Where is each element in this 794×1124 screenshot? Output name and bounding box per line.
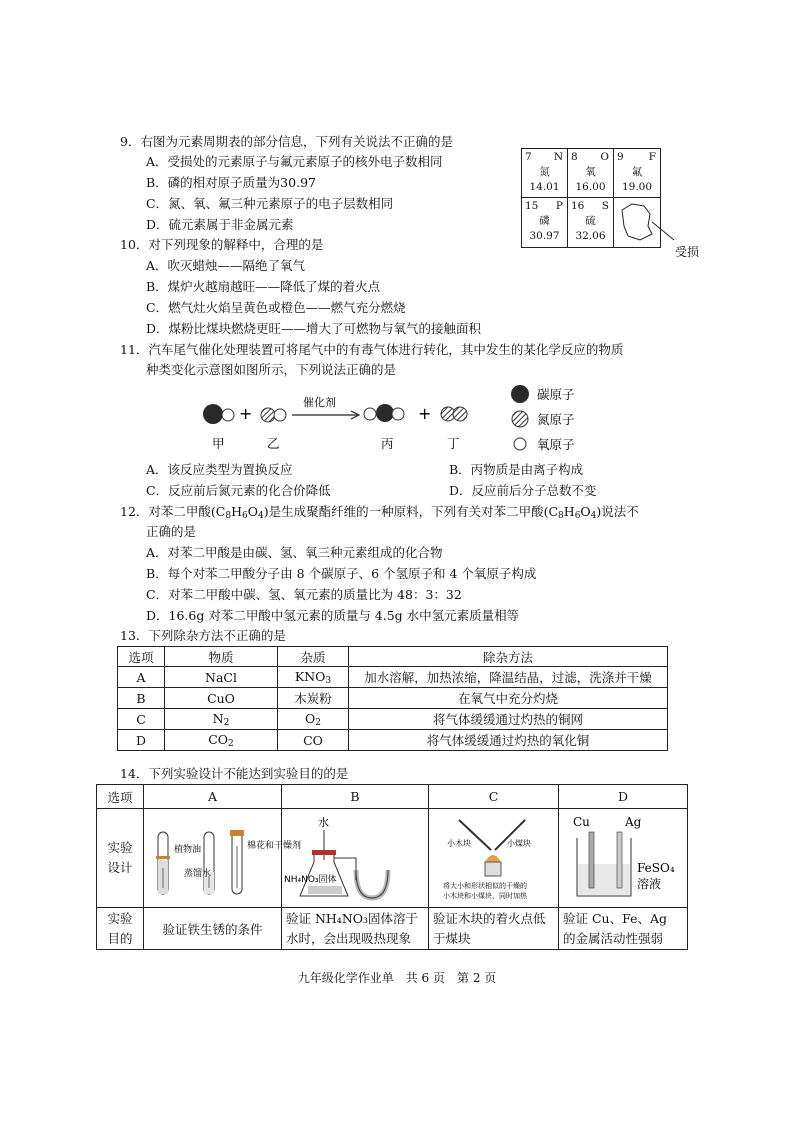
cell-substance: CuO: [165, 688, 278, 709]
cell-impurity: $KNO_3$: [278, 667, 349, 688]
label-ding: 丁: [447, 436, 460, 451]
svg-text:NH₄NO₃固体: NH₄NO₃固体: [284, 874, 337, 885]
q10-stem: 10．对下列现象的解释中，合理的是: [120, 237, 324, 252]
legend-oxygen-icon: [514, 438, 526, 450]
q11-option-b: B．丙物质是由离子构成: [449, 462, 584, 477]
molecule-jia: [203, 404, 234, 424]
cell-impurity: CO: [278, 730, 349, 751]
cell-method: 加水溶解，加热浓缩，降温结晶，过滤，洗涤并干燥: [349, 667, 668, 688]
catalyst-label: 催化剂: [303, 396, 336, 409]
test-tubes-a-diagram: [144, 810, 302, 907]
q9-option-b: B．磷的相对原子质量为30.97: [146, 175, 316, 190]
q13-header-option: 选项: [118, 647, 165, 667]
cell-method: 将气体缓缓通过灼热的氧化铜: [349, 730, 668, 751]
q13-header-impurity: 杂质: [278, 647, 349, 667]
molecule-ding: [441, 407, 467, 421]
page-footer: 九年级化学作业单 共 6 页 第 2 页: [297, 971, 497, 985]
q11-option-a: A．该反应类型为置换反应: [146, 462, 293, 477]
svg-text:小煤块: 小煤块: [507, 838, 531, 848]
q14-design-label: 实验设计: [97, 809, 144, 908]
heating-c-diagram: [429, 810, 558, 907]
beaker-d-diagram: [559, 810, 685, 907]
q13-header-method: 除杂方法: [349, 647, 668, 667]
svg-text:溶液: 溶液: [637, 876, 662, 891]
legend-carbon-icon: [511, 385, 529, 403]
svg-text:水: 水: [318, 815, 329, 829]
q12-stem-line1: 12．对苯二甲酸$(C_8H_6O_4)$是生成聚酯纤维的一种原料，下列有关对苯二甲酸$(C_8H_6O_4)$说法不: [120, 504, 639, 521]
flask-b-diagram: [282, 810, 428, 907]
q14-purpose-row: [97, 908, 688, 950]
q11-stem-line1: 11．汽车尾气催化处理装置可将尾气中的有毒气体进行转化，其中发生的某化学反应的物质: [120, 342, 624, 357]
q14-purpose-b: 验证 NH₄NO₃固体溶于水时，会出现吸热现象: [282, 908, 429, 950]
element-cell-n: 7 N 氮 14.01: [522, 149, 568, 198]
label-jia: 甲: [212, 436, 225, 451]
cell-substance: $CO_2$: [165, 730, 278, 751]
periodic-table: [521, 148, 661, 248]
q10-option-b: B．煤炉火越扇越旺——降低了煤的着火点: [146, 279, 381, 294]
q12-option-b: B．每个对苯二甲酸分子由 8 个碳原子、6 个氢原子和 4 个氧原子构成: [146, 566, 537, 581]
svg-text:将大小和形状相似的干燥的: 将大小和形状相似的干燥的: [443, 881, 527, 890]
q14-header-b: B: [282, 785, 429, 809]
legend-nitrogen-icon: [512, 411, 528, 427]
molecule-yi: [261, 408, 286, 422]
q13-stem: 13．下列除杂方法不正确的是: [120, 628, 286, 643]
legend-nitrogen: 氮原子: [537, 412, 575, 427]
q14-purpose-d: 验证 Cu、Fe、Ag 的金属活动性强弱: [559, 908, 688, 950]
plus-sign-2: +: [418, 404, 432, 423]
q14-design-b: [282, 809, 429, 908]
plus-sign-1: +: [239, 404, 253, 423]
q10-option-c: C．燃气灶火焰呈黄色或橙色——燃气充分燃烧: [146, 300, 406, 315]
q11-stem-line2: 种类变化示意图如图所示，下列说法正确的是: [146, 362, 397, 377]
q12-option-c: C．对苯二甲酸中碳、氢、氧元素的质量比为 48：3：32: [146, 587, 462, 602]
q14-table: [96, 784, 688, 950]
svg-text:棉花和干燥剂: 棉花和干燥剂: [247, 840, 302, 851]
q9-option-a: A．受损处的元素原子与氟元素原子的核外电子数相同: [146, 154, 443, 169]
q14-header-d: D: [559, 785, 688, 809]
q10-option-a: A．吹灭蜡烛——隔绝了氧气: [146, 258, 306, 273]
cell-method: 将气体缓缓通过灼热的铜网: [349, 709, 668, 730]
q14-header-option: 选项: [97, 785, 144, 809]
q13-header-row: [118, 647, 668, 667]
q13-table: [117, 646, 668, 751]
label-yi: 乙: [267, 436, 280, 451]
label-bing: 丙: [381, 436, 394, 451]
q14-purpose-a: 验证铁生锈的条件: [144, 908, 282, 950]
q14-header-a: A: [144, 785, 282, 809]
svg-text:蒸馏水: 蒸馏水: [184, 868, 212, 879]
cell-substance: $N_2$: [165, 709, 278, 730]
q14-design-row: [97, 809, 688, 908]
cell-impurity: 木炭粉: [278, 688, 349, 709]
svg-text:FeSO₄: FeSO₄: [637, 860, 675, 875]
reaction-diagram: [195, 382, 695, 458]
q14-design-d: [559, 809, 688, 908]
q12-stem-line2: 正确的是: [146, 524, 197, 539]
svg-text:Ag: Ag: [625, 814, 642, 829]
cell-option: B: [118, 688, 165, 709]
q14-design-c: [429, 809, 559, 908]
q11-option-d: D．反应前后分子总数不变: [449, 483, 597, 498]
damaged-label: 受损: [675, 245, 700, 259]
svg-text:植物油: 植物油: [174, 844, 202, 855]
element-cell-o: 8 O 氧 16.00: [568, 149, 614, 198]
q11-option-c: C．反应前后氮元素的化合价降低: [146, 483, 331, 498]
q9-option-c: C．氮、氧、氟三种元素原子的电子层数相同: [146, 196, 394, 211]
cell-option: C: [118, 709, 165, 730]
table-row: [118, 688, 668, 709]
q12-option-d: D．16.6g 对苯二甲酸中氢元素的质量与 4.5g 水中氢元素质量相等: [146, 608, 520, 623]
cell-substance: NaCl: [165, 667, 278, 688]
cell-impurity: $O_2$: [278, 709, 349, 730]
element-cell-p: 15 P 磷 30.97: [522, 198, 568, 247]
molecule-bing: [364, 404, 404, 422]
q12-option-a: A．对苯二甲酸是由碳、氢、氧三种元素组成的化合物: [146, 545, 443, 560]
q9-option-d: D．硫元素属于非金属元素: [146, 217, 294, 232]
q13-header-substance: 物质: [165, 647, 278, 667]
table-row: [118, 709, 668, 730]
q9-stem: 9．右图为元素周期表的部分信息，下列有关说法不正确的是: [120, 134, 453, 149]
q14-header-row: [97, 785, 688, 809]
svg-text:Cu: Cu: [573, 814, 590, 829]
legend-carbon: 碳原子: [537, 387, 575, 402]
table-row: [118, 730, 668, 751]
svg-text:小木块: 小木块: [447, 838, 471, 848]
svg-text:小木块和小煤块，同时加热: 小木块和小煤块，同时加热: [443, 891, 527, 900]
q14-stem: 14．下列实验设计不能达到实验目的的是: [120, 766, 349, 781]
element-cell-f: 9 F 氟 19.00: [614, 149, 660, 198]
q14-purpose-c: 验证木块的着火点低于煤块: [429, 908, 559, 950]
q10-option-d: D．煤粉比煤块燃烧更旺——增大了可燃物与氧气的接触面积: [146, 321, 482, 336]
cell-option: A: [118, 667, 165, 688]
element-cell-s: 16 S 硫 32.06: [568, 198, 614, 247]
legend-oxygen: 氧原子: [537, 437, 575, 452]
q14-design-a: [144, 809, 302, 908]
cell-option: D: [118, 730, 165, 751]
q14-header-c: C: [429, 785, 559, 809]
q14-purpose-label: 实验目的: [97, 908, 144, 950]
cell-method: 在氧气中充分灼烧: [349, 688, 668, 709]
table-row: [118, 667, 668, 688]
